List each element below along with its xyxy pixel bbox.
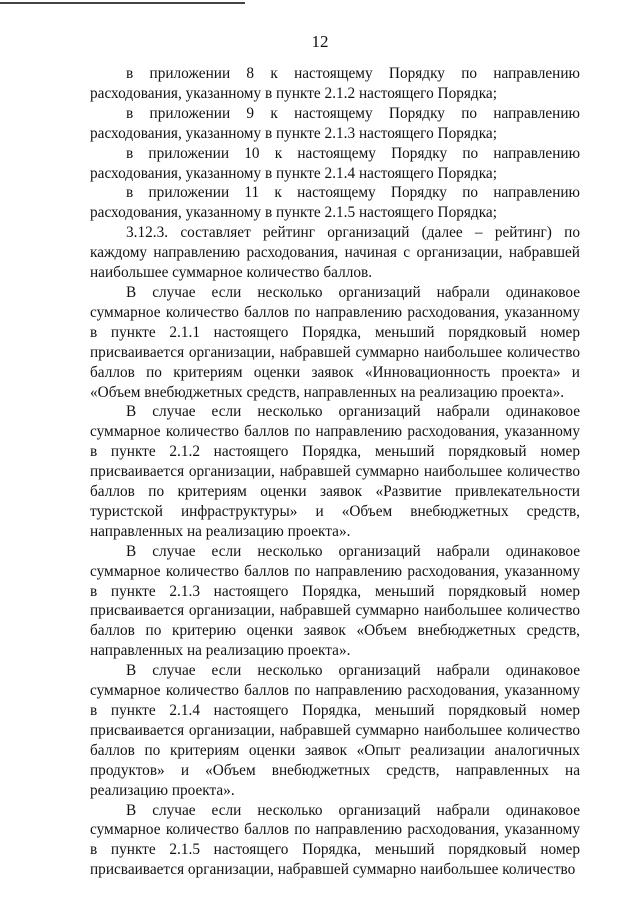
paragraph-appendix-9: в приложении 9 к настоящему Порядку по направлению расходования, указанному в пункте 2.1.3 настоящего Порядка; xyxy=(90,104,580,142)
document-body xyxy=(90,64,580,880)
paragraph-appendix-11: в приложении 11 к настоящему Порядку по направлению расходования, указанному в пункте 2.1.5 настоящего Порядка; xyxy=(90,184,580,222)
paragraph-tie-2-1-3: В случае если несколько организаций набрали одинаковое суммарное количество баллов по направлению расходования, указанному в пункте 2.1.3 настоящего Порядка, меньший порядковый номер присваивается организации, набравшей суммарно наибольшее количество баллов по критерию оценки заявок «Объем внебюджетных средств, направленных на реализацию проекта». xyxy=(90,542,580,660)
paragraph-tie-2-1-4: В случае если несколько организаций набрали одинаковое суммарное количество баллов по направлению расходования, указанному в пункте 2.1.4 настоящего Порядка, меньший порядковый номер присваивается организации, набравшей суммарно наибольшее количество баллов по критериям оценки заявок «Опыт реализации аналогичных продуктов» и «Объем внебюджетных средств, направленных на реализацию проекта». xyxy=(90,662,580,799)
paragraph-tie-2-1-5: В случае если несколько организаций набрали одинаковое суммарное количество баллов по направлению расходования, указанному в пункте 2.1.5 настоящего Порядка, меньший порядковый номер присваивается организации, набравшей суммарно наибольшее количество xyxy=(90,801,580,879)
paragraph-3-12-3: 3.12.3. составляет рейтинг организаций (далее – рейтинг) по каждому направлению расходования, начиная с организации, набравшей наибольшее суммарное количество баллов. xyxy=(90,224,580,282)
paragraph-tie-2-1-1: В случае если несколько организаций набрали одинаковое суммарное количество баллов по направлению расходования, указанному в пункте 2.1.1 настоящего Порядка, меньший порядковый номер присваивается организации, набравшей суммарно наибольшее количество баллов по критериям оценки заявок «Инновационность проекта» и «Объем внебюджетных средств, направленных на реализацию проекта». xyxy=(90,283,580,401)
paragraph-appendix-8: в приложении 8 к настоящему Порядку по направлению расходования, указанному в пункте 2.1.2 настоящего Порядка; xyxy=(90,65,580,102)
paragraph-tie-2-1-2: В случае если несколько организаций набрали одинаковое суммарное количество баллов по направлению расходования, указанному в пункте 2.1.2 настоящего Порядка, меньший порядковый номер присваивается организации, набравшей суммарно наибольшее количество баллов по критериям оценки заявок «Развитие привлекательности туристской инфраструктуры» и «Объем внебюджетных средств, направленных на реализацию проекта». xyxy=(90,403,580,540)
top-rule xyxy=(0,2,245,4)
paragraph-appendix-10: в приложении 10 к настоящему Порядку по направлению расходования, указанному в пункте 2.1.4 настоящего Порядка; xyxy=(90,144,580,182)
page-number: 12 xyxy=(311,32,329,51)
